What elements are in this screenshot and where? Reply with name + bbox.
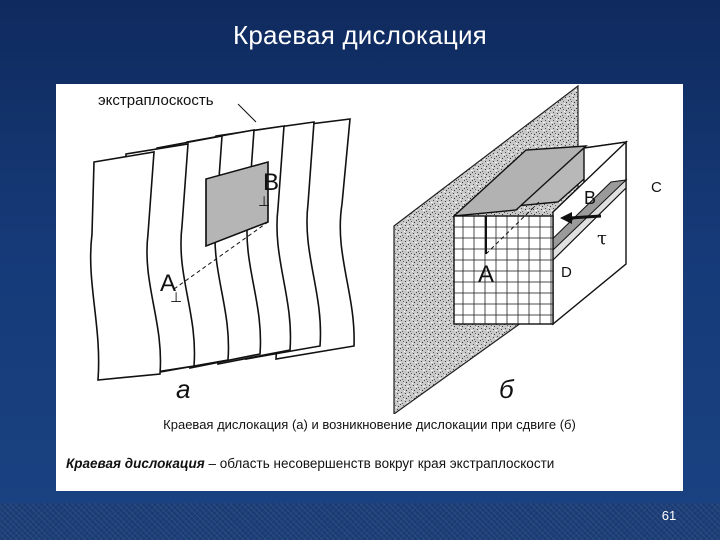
slide-title: Краевая дислокация [233,20,487,50]
definition-text: – область несовершенств вокруг края экстраплоскости [204,456,555,471]
left-sublabel: а [176,374,191,404]
left-label-B: B [263,169,280,196]
page-number: 61 [661,508,677,523]
right-label-A: A [478,261,495,288]
left-planes [91,104,354,380]
dislocation-figure [56,84,683,414]
definition [66,456,681,471]
left-perp-A: ⊥ [170,290,183,306]
right-label-C: C [651,179,662,196]
right-sublabel: б [499,374,514,404]
left-perp-B: ⊥ [258,194,271,210]
extraplane-label: экстраплоскость [98,92,214,109]
right-crystal [394,86,626,414]
right-label-D: D [561,264,572,281]
left-label-A: A [160,270,177,297]
tau-symbol: τ [597,228,607,249]
right-label-B: B [584,188,597,208]
definition-term: Краевая дислокация [66,456,205,471]
footer-strip [0,503,720,540]
content-panel [56,84,683,491]
figure-caption: Краевая дислокация (а) и возникновение дислокации при сдвиге (б) [163,417,576,432]
